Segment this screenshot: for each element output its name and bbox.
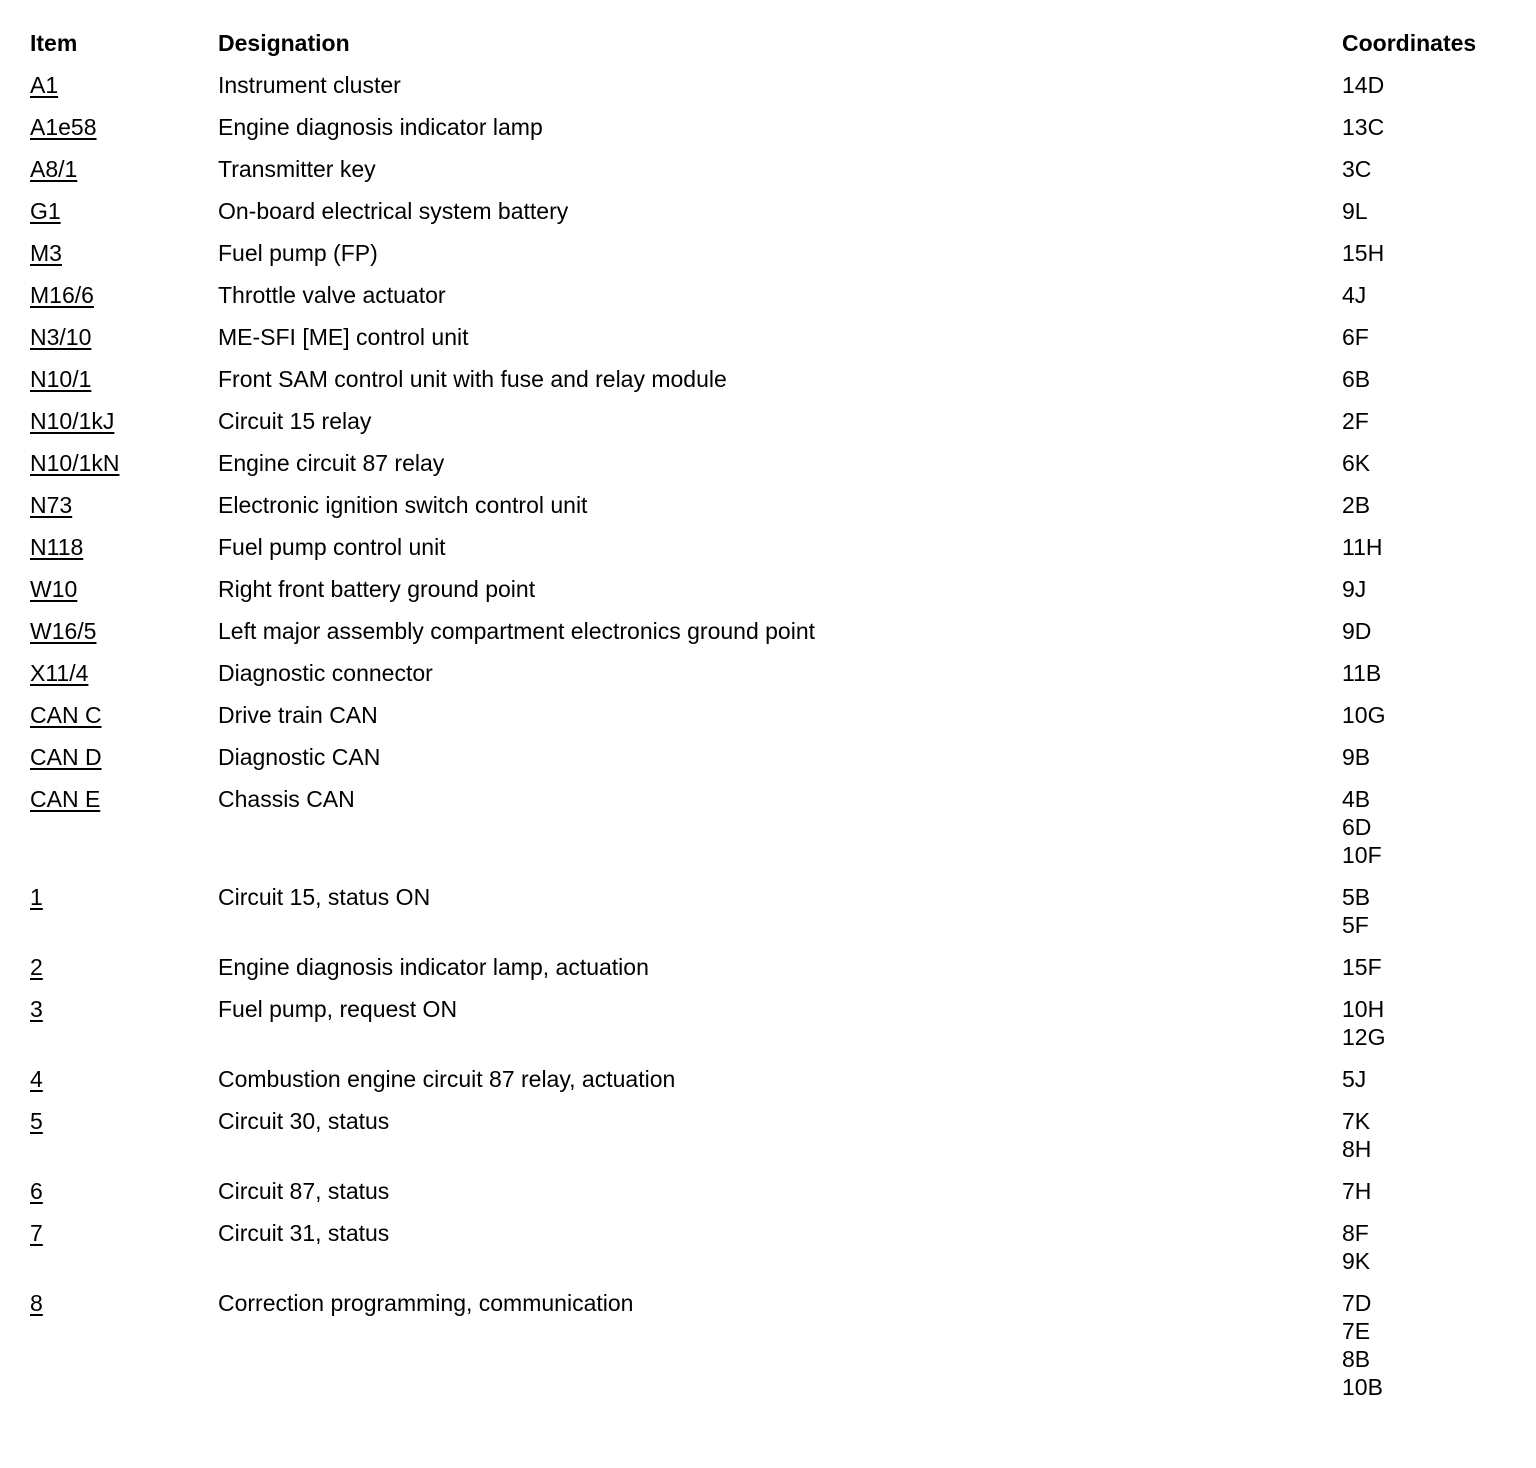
coordinate-value: 13C (1342, 114, 1385, 140)
designation-cell: Left major assembly compartment electronics ground point (218, 618, 816, 644)
table-row (30, 1177, 1510, 1219)
table-row (30, 883, 1510, 953)
coordinates-cell (1342, 365, 1510, 407)
coordinates-cell (1342, 883, 1510, 953)
item-cell (30, 785, 218, 883)
table-row (30, 113, 1510, 155)
item-link[interactable]: 8 (30, 1290, 43, 1316)
designation-cell: Circuit 15, status ON (218, 884, 431, 910)
item-link[interactable]: 6 (30, 1178, 43, 1204)
coordinates-cell (1342, 743, 1510, 785)
designation-cell: Electronic ignition switch control unit (218, 492, 588, 518)
coordinates-cell (1342, 575, 1510, 617)
item-link[interactable]: 5 (30, 1108, 43, 1134)
table-row (30, 491, 1510, 533)
table-row (30, 239, 1510, 281)
coordinates-cell (1342, 533, 1510, 575)
designation-cell: Front SAM control unit with fuse and relay module (218, 366, 727, 392)
coordinate-value: 7D (1342, 1290, 1372, 1316)
table-row (30, 575, 1510, 617)
coordinates-cell (1342, 785, 1510, 883)
item-link[interactable]: A1 (30, 72, 59, 98)
legend-table (30, 29, 1510, 1415)
item-cell (30, 1177, 218, 1219)
table-row (30, 155, 1510, 197)
coordinate-value: 15F (1342, 954, 1382, 980)
coordinates-cell (1342, 197, 1510, 239)
item-link[interactable]: N118 (30, 534, 84, 560)
table-row (30, 953, 1510, 995)
table-row (30, 449, 1510, 491)
designation-cell: Engine circuit 87 relay (218, 450, 445, 476)
designation-cell: Engine diagnosis indicator lamp, actuation (218, 954, 649, 980)
item-link[interactable]: 2 (30, 954, 43, 980)
coordinates-cell (1342, 1289, 1510, 1415)
item-cell (30, 1219, 218, 1289)
header-coordinates: Coordinates (1342, 30, 1477, 56)
item-link[interactable]: CAN C (30, 702, 102, 728)
legend-body (30, 71, 1510, 1415)
coordinate-value: 5J (1342, 1066, 1367, 1092)
item-link[interactable]: X11/4 (30, 660, 89, 686)
designation-cell: Correction programming, communication (218, 1290, 634, 1316)
table-row (30, 1107, 1510, 1177)
item-cell (30, 883, 218, 953)
designation-cell: Right front battery ground point (218, 576, 536, 602)
table-row (30, 743, 1510, 785)
coordinate-value: 14D (1342, 72, 1385, 98)
coordinate-value: 6K (1342, 450, 1371, 476)
item-cell (30, 155, 218, 197)
item-cell (30, 113, 218, 155)
designation-cell: Circuit 87, status (218, 1178, 390, 1204)
item-cell (30, 71, 218, 113)
coordinates-cell (1342, 701, 1510, 743)
coordinate-value: 7H (1342, 1178, 1372, 1204)
coordinates-cell (1342, 953, 1510, 995)
table-row (30, 1289, 1510, 1415)
designation-cell: Diagnostic CAN (218, 744, 381, 770)
designation-cell: Chassis CAN (218, 786, 355, 812)
item-cell (30, 239, 218, 281)
item-link[interactable]: A8/1 (30, 156, 78, 182)
designation-cell: Circuit 30, status (218, 1108, 390, 1134)
table-row (30, 365, 1510, 407)
header-designation: Designation (218, 30, 350, 56)
coordinate-value: 11H (1342, 534, 1383, 560)
table-row (30, 197, 1510, 239)
item-link[interactable]: N3/10 (30, 324, 92, 350)
coordinate-value: 9K (1342, 1248, 1371, 1274)
item-link[interactable]: 1 (30, 884, 43, 910)
coordinates-cell (1342, 491, 1510, 533)
coordinate-value: 5B (1342, 884, 1371, 910)
item-cell (30, 701, 218, 743)
coordinate-value: 2B (1342, 492, 1371, 518)
coordinates-cell (1342, 281, 1510, 323)
coordinates-cell (1342, 1107, 1510, 1177)
coordinate-value: 4B (1342, 786, 1371, 812)
table-row (30, 281, 1510, 323)
item-cell (30, 281, 218, 323)
coordinate-value: 4J (1342, 282, 1367, 308)
coordinates-cell (1342, 155, 1510, 197)
coordinates-cell (1342, 617, 1510, 659)
coordinates-cell (1342, 113, 1510, 155)
item-link[interactable]: 4 (30, 1066, 43, 1092)
designation-cell: On-board electrical system battery (218, 198, 569, 224)
item-cell (30, 197, 218, 239)
coordinate-value: 11B (1342, 660, 1382, 686)
item-link[interactable]: N10/1kJ (30, 408, 115, 434)
table-row (30, 1219, 1510, 1289)
designation-cell: ME-SFI [ME] control unit (218, 324, 469, 350)
item-link[interactable]: W16/5 (30, 618, 97, 644)
designation-cell: Drive train CAN (218, 702, 378, 728)
item-cell (30, 533, 218, 575)
table-row (30, 323, 1510, 365)
item-link[interactable]: N10/1 (30, 366, 92, 392)
coordinate-value: 8B (1342, 1346, 1371, 1372)
coordinate-value: 10F (1342, 842, 1382, 868)
item-cell (30, 1107, 218, 1177)
designation-cell: Fuel pump (FP) (218, 240, 378, 266)
coordinates-cell (1342, 1177, 1510, 1219)
item-cell (30, 617, 218, 659)
coordinate-value: 6B (1342, 366, 1371, 392)
designation-cell: Instrument cluster (218, 72, 401, 98)
coordinate-value: 12G (1342, 1024, 1386, 1050)
item-cell (30, 659, 218, 701)
item-link[interactable]: M16/6 (30, 282, 94, 308)
coordinate-value: 6D (1342, 814, 1372, 840)
coordinates-cell (1342, 449, 1510, 491)
coordinate-value: 7E (1342, 1318, 1371, 1344)
designation-cell: Circuit 15 relay (218, 408, 372, 434)
coordinate-value: 3C (1342, 156, 1372, 182)
table-row (30, 995, 1510, 1065)
item-cell (30, 449, 218, 491)
item-link[interactable]: G1 (30, 198, 61, 224)
item-cell (30, 995, 218, 1065)
coordinate-value: 7K (1342, 1108, 1371, 1134)
item-cell (30, 323, 218, 365)
item-link[interactable]: 3 (30, 996, 43, 1022)
table-row (30, 1065, 1510, 1107)
coordinates-cell (1342, 239, 1510, 281)
table-row (30, 659, 1510, 701)
item-link[interactable]: M3 (30, 240, 62, 266)
coordinate-value: 9B (1342, 744, 1371, 770)
coordinates-cell (1342, 995, 1510, 1065)
coordinate-value: 10G (1342, 702, 1386, 728)
item-cell (30, 743, 218, 785)
item-link[interactable]: W10 (30, 576, 78, 602)
item-link[interactable]: CAN E (30, 786, 101, 812)
table-row (30, 785, 1510, 883)
coordinates-cell (1342, 1065, 1510, 1107)
coordinates-cell (1342, 407, 1510, 449)
item-link[interactable]: N73 (30, 492, 73, 518)
coordinates-cell (1342, 659, 1510, 701)
table-row (30, 533, 1510, 575)
designation-cell: Engine diagnosis indicator lamp (218, 114, 543, 140)
coordinate-value: 9J (1342, 576, 1367, 602)
item-link[interactable]: 7 (30, 1220, 43, 1246)
coordinate-value: 8F (1342, 1220, 1369, 1246)
header-row (30, 29, 1510, 71)
table-row (30, 617, 1510, 659)
item-cell (30, 365, 218, 407)
item-link[interactable]: A1e58 (30, 114, 97, 140)
coordinates-cell (1342, 323, 1510, 365)
coordinate-value: 8H (1342, 1136, 1372, 1162)
item-cell (30, 491, 218, 533)
coordinate-value: 6F (1342, 324, 1369, 350)
item-link[interactable]: CAN D (30, 744, 102, 770)
header-item: Item (30, 30, 78, 56)
coordinates-cell (1342, 1219, 1510, 1289)
coordinates-cell (1342, 71, 1510, 113)
item-cell (30, 953, 218, 995)
item-cell (30, 575, 218, 617)
designation-cell: Throttle valve actuator (218, 282, 446, 308)
item-link[interactable]: N10/1kN (30, 450, 120, 476)
designation-cell: Fuel pump control unit (218, 534, 446, 560)
coordinate-value: 9D (1342, 618, 1372, 644)
designation-cell: Circuit 31, status (218, 1220, 390, 1246)
table-row (30, 701, 1510, 743)
designation-cell: Fuel pump, request ON (218, 996, 458, 1022)
designation-cell: Transmitter key (218, 156, 376, 182)
item-cell (30, 1289, 218, 1415)
coordinate-value: 15H (1342, 240, 1385, 266)
designation-cell: Combustion engine circuit 87 relay, actuation (218, 1066, 676, 1092)
coordinate-value: 5F (1342, 912, 1369, 938)
item-cell (30, 1065, 218, 1107)
coordinate-value: 9L (1342, 198, 1368, 224)
table-row (30, 407, 1510, 449)
coordinate-value: 10H (1342, 996, 1385, 1022)
table-row (30, 71, 1510, 113)
coordinate-value: 2F (1342, 408, 1369, 434)
designation-cell: Diagnostic connector (218, 660, 433, 686)
item-cell (30, 407, 218, 449)
coordinate-value: 10B (1342, 1374, 1383, 1400)
